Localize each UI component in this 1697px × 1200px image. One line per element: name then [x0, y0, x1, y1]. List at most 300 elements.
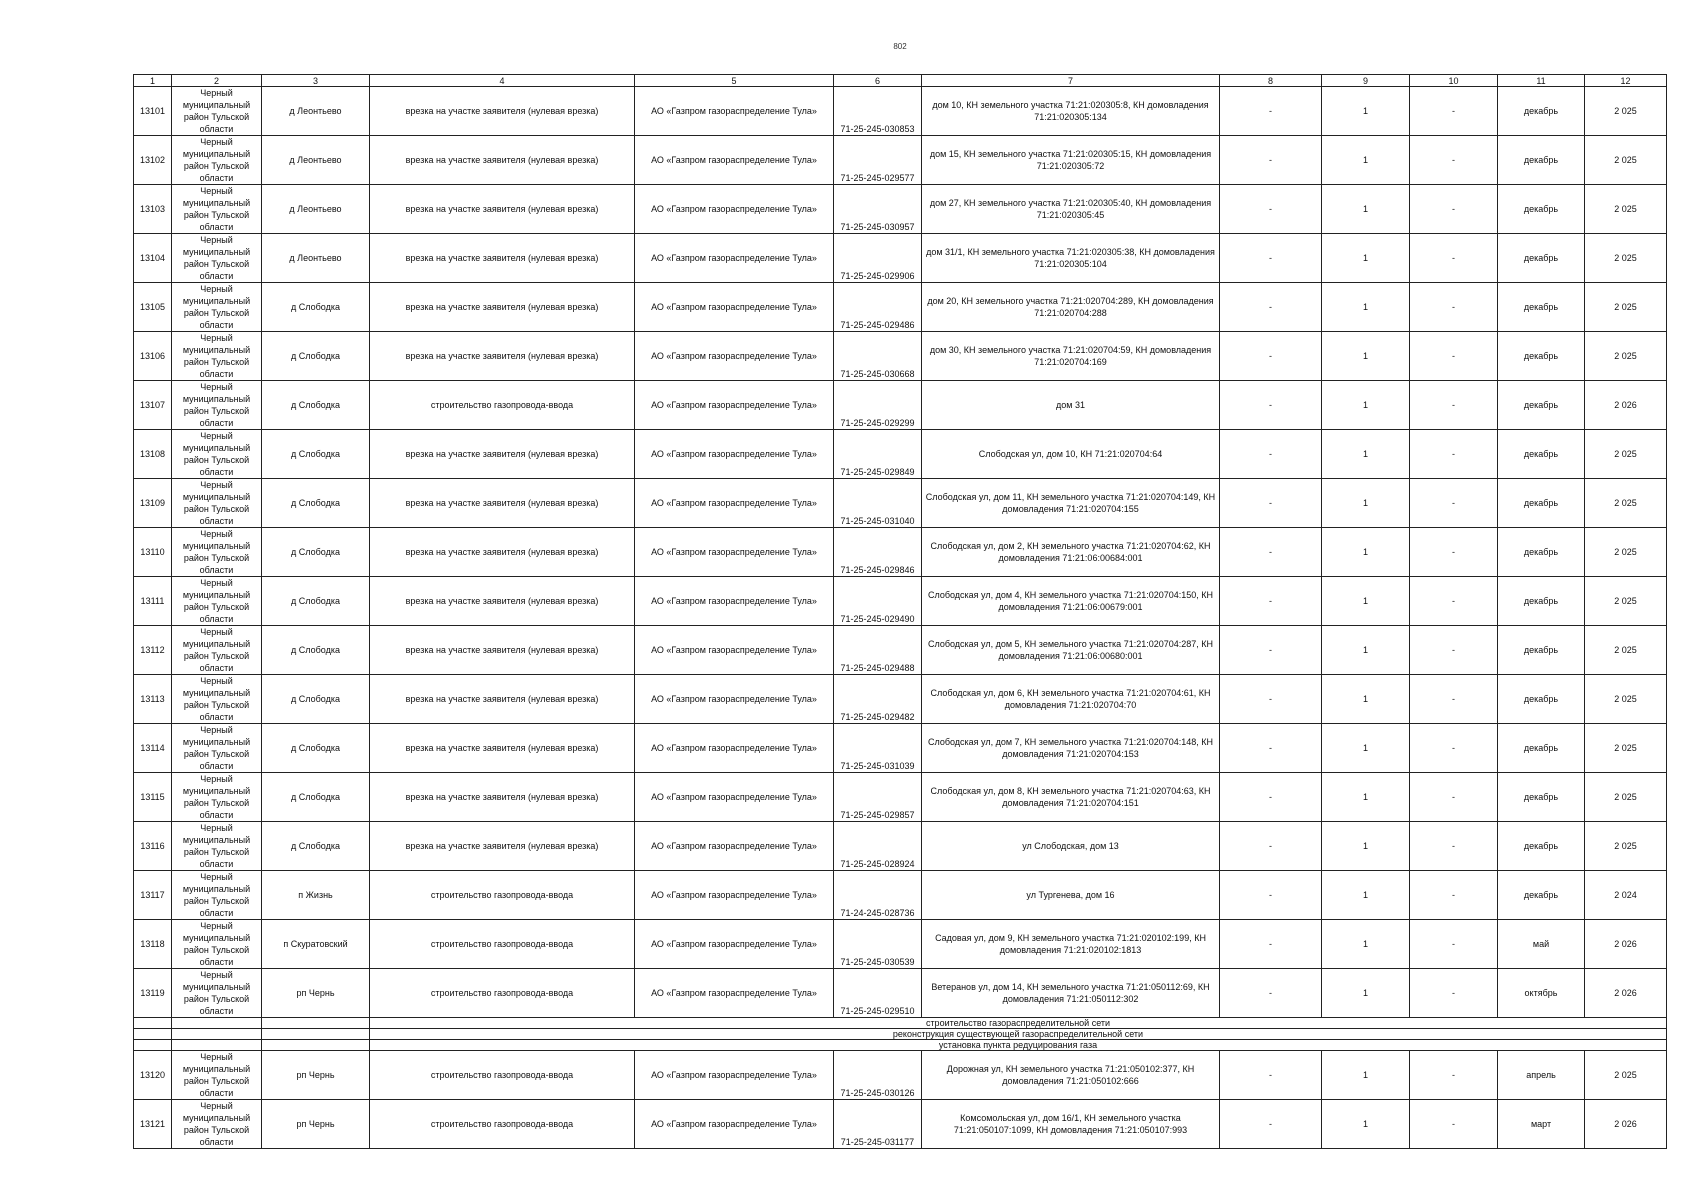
col10-cell: - — [1410, 773, 1498, 822]
work-type-cell: врезка на участке заявителя (нулевая врезка) — [370, 136, 635, 185]
month-cell: апрель — [1498, 1051, 1585, 1100]
year-cell: 2 025 — [1585, 185, 1667, 234]
row-number: 13109 — [134, 479, 172, 528]
count-cell: 1 — [1322, 773, 1410, 822]
code-cell: 71-25-245-029857 — [834, 773, 922, 822]
table-row — [134, 675, 1667, 724]
count-cell: 1 — [1322, 528, 1410, 577]
organization-cell: АО «Газпром газораспределение Тула» — [635, 430, 834, 479]
organization-cell: АО «Газпром газораспределение Тула» — [635, 234, 834, 283]
settlement-cell: рп Чернь — [262, 969, 370, 1018]
district-cell: Черный муниципальный район Тульской области — [172, 430, 262, 479]
organization-cell: АО «Газпром газораспределение Тула» — [635, 626, 834, 675]
object-address-cell: Слободская ул, дом 4, КН земельного участка 71:21:020704:150, КН домовладения 71:21:06:00679:001 — [922, 577, 1220, 626]
work-type-cell: врезка на участке заявителя (нулевая врезка) — [370, 773, 635, 822]
table-row — [134, 577, 1667, 626]
code-cell: 71-25-245-028924 — [834, 822, 922, 871]
year-cell: 2 025 — [1585, 822, 1667, 871]
settlement-cell: д Леонтьево — [262, 185, 370, 234]
col-header: 7 — [922, 75, 1220, 87]
code-cell: 71-24-245-028736 — [834, 871, 922, 920]
col-header: 1 — [134, 75, 172, 87]
col10-cell: - — [1410, 969, 1498, 1018]
count-cell: 1 — [1322, 136, 1410, 185]
work-type-cell: врезка на участке заявителя (нулевая врезка) — [370, 87, 635, 136]
object-address-cell: Слободская ул, дом 10, КН 71:21:020704:64 — [922, 430, 1220, 479]
column-number-row — [134, 75, 1667, 87]
row-number: 13112 — [134, 626, 172, 675]
count-cell: 1 — [1322, 626, 1410, 675]
col10-cell: - — [1410, 87, 1498, 136]
code-cell: 71-25-245-029486 — [834, 283, 922, 332]
empty-cell — [172, 1018, 262, 1029]
col10-cell: - — [1410, 381, 1498, 430]
object-address-cell: дом 31/1, КН земельного участка 71:21:020305:38, КН домовладения 71:21:020305:104 — [922, 234, 1220, 283]
month-cell: декабрь — [1498, 822, 1585, 871]
table-row — [134, 528, 1667, 577]
empty-cell — [262, 1018, 370, 1029]
empty-cell — [262, 1040, 370, 1051]
district-cell: Черный муниципальный район Тульской области — [172, 234, 262, 283]
year-cell: 2 025 — [1585, 675, 1667, 724]
object-address-cell: Садовая ул, дом 9, КН земельного участка 71:21:020102:199, КН домовладения 71:21:020102:1813 — [922, 920, 1220, 969]
year-cell: 2 025 — [1585, 479, 1667, 528]
section-row — [134, 1029, 1667, 1040]
row-number: 13111 — [134, 577, 172, 626]
empty-cell — [134, 1040, 172, 1051]
organization-cell: АО «Газпром газораспределение Тула» — [635, 528, 834, 577]
row-number: 13108 — [134, 430, 172, 479]
object-address-cell: Слободская ул, дом 6, КН земельного участка 71:21:020704:61, КН домовладения 71:21:020704:70 — [922, 675, 1220, 724]
settlement-cell: д Слободка — [262, 577, 370, 626]
work-type-cell: строительство газопровода-ввода — [370, 871, 635, 920]
row-number: 13110 — [134, 528, 172, 577]
object-address-cell: дом 30, КН земельного участка 71:21:020704:59, КН домовладения 71:21:020704:169 — [922, 332, 1220, 381]
register-table — [133, 74, 1667, 1149]
count-cell: 1 — [1322, 871, 1410, 920]
organization-cell: АО «Газпром газораспределение Тула» — [635, 283, 834, 332]
work-type-cell: врезка на участке заявителя (нулевая врезка) — [370, 724, 635, 773]
count-cell: 1 — [1322, 1100, 1410, 1149]
organization-cell: АО «Газпром газораспределение Тула» — [635, 136, 834, 185]
col8-cell: - — [1220, 969, 1322, 1018]
year-cell: 2 025 — [1585, 430, 1667, 479]
work-type-cell: врезка на участке заявителя (нулевая врезка) — [370, 675, 635, 724]
work-type-cell: строительство газопровода-ввода — [370, 1100, 635, 1149]
work-type-cell: врезка на участке заявителя (нулевая врезка) — [370, 283, 635, 332]
organization-cell: АО «Газпром газораспределение Тула» — [635, 1051, 834, 1100]
district-cell: Черный муниципальный район Тульской области — [172, 381, 262, 430]
month-cell: декабрь — [1498, 185, 1585, 234]
table-row — [134, 234, 1667, 283]
district-cell: Черный муниципальный район Тульской области — [172, 724, 262, 773]
col-header: 10 — [1410, 75, 1498, 87]
col10-cell: - — [1410, 430, 1498, 479]
count-cell: 1 — [1322, 479, 1410, 528]
district-cell: Черный муниципальный район Тульской области — [172, 871, 262, 920]
work-type-cell: врезка на участке заявителя (нулевая врезка) — [370, 185, 635, 234]
col10-cell: - — [1410, 626, 1498, 675]
organization-cell: АО «Газпром газораспределение Тула» — [635, 724, 834, 773]
settlement-cell: п Скуратовский — [262, 920, 370, 969]
code-cell: 71-25-245-029488 — [834, 626, 922, 675]
count-cell: 1 — [1322, 1051, 1410, 1100]
month-cell: октябрь — [1498, 969, 1585, 1018]
section-title: установка пункта редуцирования газа — [370, 1040, 1667, 1051]
district-cell: Черный муниципальный район Тульской области — [172, 87, 262, 136]
work-type-cell: строительство газопровода-ввода — [370, 969, 635, 1018]
object-address-cell: дом 10, КН земельного участка 71:21:020305:8, КН домовладения 71:21:020305:134 — [922, 87, 1220, 136]
district-cell: Черный муниципальный район Тульской области — [172, 822, 262, 871]
year-cell: 2 025 — [1585, 724, 1667, 773]
table-row — [134, 773, 1667, 822]
settlement-cell: д Слободка — [262, 332, 370, 381]
count-cell: 1 — [1322, 283, 1410, 332]
table-row — [134, 87, 1667, 136]
year-cell: 2 025 — [1585, 577, 1667, 626]
object-address-cell: ул Слободская, дом 13 — [922, 822, 1220, 871]
col-header: 9 — [1322, 75, 1410, 87]
object-address-cell: дом 27, КН земельного участка 71:21:020305:40, КН домовладения 71:21:020305:45 — [922, 185, 1220, 234]
settlement-cell: д Слободка — [262, 528, 370, 577]
settlement-cell: д Слободка — [262, 430, 370, 479]
work-type-cell: врезка на участке заявителя (нулевая врезка) — [370, 577, 635, 626]
count-cell: 1 — [1322, 332, 1410, 381]
section-title: строительство газораспределительной сети — [370, 1018, 1667, 1029]
month-cell: декабрь — [1498, 528, 1585, 577]
col8-cell: - — [1220, 577, 1322, 626]
month-cell: декабрь — [1498, 381, 1585, 430]
code-cell: 71-25-245-029846 — [834, 528, 922, 577]
code-cell: 71-25-245-030668 — [834, 332, 922, 381]
month-cell: декабрь — [1498, 332, 1585, 381]
code-cell: 71-25-245-030126 — [834, 1051, 922, 1100]
row-number: 13101 — [134, 87, 172, 136]
organization-cell: АО «Газпром газораспределение Тула» — [635, 185, 834, 234]
year-cell: 2 025 — [1585, 528, 1667, 577]
district-cell: Черный муниципальный район Тульской области — [172, 1051, 262, 1100]
work-type-cell: врезка на участке заявителя (нулевая врезка) — [370, 430, 635, 479]
count-cell: 1 — [1322, 87, 1410, 136]
code-cell: 71-25-245-030957 — [834, 185, 922, 234]
settlement-cell: д Слободка — [262, 479, 370, 528]
organization-cell: АО «Газпром газораспределение Тула» — [635, 675, 834, 724]
code-cell: 71-25-245-031177 — [834, 1100, 922, 1149]
year-cell: 2 026 — [1585, 1100, 1667, 1149]
row-number: 13102 — [134, 136, 172, 185]
year-cell: 2 026 — [1585, 920, 1667, 969]
col8-cell: - — [1220, 234, 1322, 283]
col8-cell: - — [1220, 822, 1322, 871]
year-cell: 2 025 — [1585, 136, 1667, 185]
object-address-cell: Дорожная ул, КН земельного участка 71:21:050102:377, КН домовладения 71:21:050102:666 — [922, 1051, 1220, 1100]
col-header: 2 — [172, 75, 262, 87]
month-cell: декабрь — [1498, 724, 1585, 773]
organization-cell: АО «Газпром газораспределение Тула» — [635, 87, 834, 136]
organization-cell: АО «Газпром газораспределение Тула» — [635, 479, 834, 528]
object-address-cell: Слободская ул, дом 7, КН земельного участка 71:21:020704:148, КН домовладения 71:21:020704:153 — [922, 724, 1220, 773]
row-number: 13119 — [134, 969, 172, 1018]
month-cell: декабрь — [1498, 626, 1585, 675]
table-row — [134, 430, 1667, 479]
col8-cell: - — [1220, 185, 1322, 234]
page-number: 802 — [893, 42, 907, 51]
month-cell: декабрь — [1498, 675, 1585, 724]
table-row — [134, 1100, 1667, 1149]
row-number: 13113 — [134, 675, 172, 724]
row-number: 13107 — [134, 381, 172, 430]
district-cell: Черный муниципальный район Тульской области — [172, 969, 262, 1018]
month-cell: декабрь — [1498, 430, 1585, 479]
col8-cell: - — [1220, 87, 1322, 136]
month-cell: декабрь — [1498, 479, 1585, 528]
district-cell: Черный муниципальный район Тульской области — [172, 332, 262, 381]
year-cell: 2 025 — [1585, 87, 1667, 136]
col10-cell: - — [1410, 675, 1498, 724]
col8-cell: - — [1220, 136, 1322, 185]
work-type-cell: строительство газопровода-ввода — [370, 1051, 635, 1100]
col10-cell: - — [1410, 332, 1498, 381]
code-cell: 71-25-245-029482 — [834, 675, 922, 724]
count-cell: 1 — [1322, 724, 1410, 773]
object-address-cell: дом 20, КН земельного участка 71:21:020704:289, КН домовладения 71:21:020704:288 — [922, 283, 1220, 332]
row-number: 13121 — [134, 1100, 172, 1149]
work-type-cell: врезка на участке заявителя (нулевая врезка) — [370, 332, 635, 381]
settlement-cell: д Слободка — [262, 626, 370, 675]
district-cell: Черный муниципальный район Тульской области — [172, 675, 262, 724]
col-header: 3 — [262, 75, 370, 87]
settlement-cell: д Леонтьево — [262, 136, 370, 185]
district-cell: Черный муниципальный район Тульской области — [172, 528, 262, 577]
col10-cell: - — [1410, 920, 1498, 969]
code-cell: 71-25-245-029577 — [834, 136, 922, 185]
col8-cell: - — [1220, 430, 1322, 479]
col10-cell: - — [1410, 1051, 1498, 1100]
row-number: 13115 — [134, 773, 172, 822]
row-number: 13117 — [134, 871, 172, 920]
object-address-cell: Слободская ул, дом 11, КН земельного участка 71:21:020704:149, КН домовладения 71:21:020704:155 — [922, 479, 1220, 528]
year-cell: 2 026 — [1585, 381, 1667, 430]
row-number: 13114 — [134, 724, 172, 773]
year-cell: 2 025 — [1585, 283, 1667, 332]
object-address-cell: Слободская ул, дом 8, КН земельного участка 71:21:020704:63, КН домовладения 71:21:020704:151 — [922, 773, 1220, 822]
row-number: 13104 — [134, 234, 172, 283]
col8-cell: - — [1220, 1051, 1322, 1100]
district-cell: Черный муниципальный район Тульской области — [172, 283, 262, 332]
work-type-cell: врезка на участке заявителя (нулевая врезка) — [370, 626, 635, 675]
col-header: 5 — [635, 75, 834, 87]
year-cell: 2 024 — [1585, 871, 1667, 920]
work-type-cell: строительство газопровода-ввода — [370, 381, 635, 430]
col10-cell: - — [1410, 871, 1498, 920]
year-cell: 2 025 — [1585, 332, 1667, 381]
count-cell: 1 — [1322, 675, 1410, 724]
month-cell: декабрь — [1498, 87, 1585, 136]
settlement-cell: д Слободка — [262, 283, 370, 332]
district-cell: Черный муниципальный район Тульской области — [172, 185, 262, 234]
settlement-cell: д Леонтьево — [262, 234, 370, 283]
section-row — [134, 1018, 1667, 1029]
col10-cell: - — [1410, 185, 1498, 234]
district-cell: Черный муниципальный район Тульской области — [172, 920, 262, 969]
col10-cell: - — [1410, 136, 1498, 185]
section-rows — [134, 1018, 1667, 1051]
year-cell: 2 025 — [1585, 234, 1667, 283]
code-cell: 71-25-245-029299 — [834, 381, 922, 430]
table-row — [134, 283, 1667, 332]
table-row — [134, 724, 1667, 773]
month-cell: декабрь — [1498, 234, 1585, 283]
object-address-cell: Ветеранов ул, дом 14, КН земельного участка 71:21:050112:69, КН домовладения 71:21:050112:302 — [922, 969, 1220, 1018]
count-cell: 1 — [1322, 969, 1410, 1018]
row-number: 13106 — [134, 332, 172, 381]
object-address-cell: дом 15, КН земельного участка 71:21:020305:15, КН домовладения 71:21:020305:72 — [922, 136, 1220, 185]
col8-cell: - — [1220, 283, 1322, 332]
col-header: 8 — [1220, 75, 1322, 87]
col8-cell: - — [1220, 479, 1322, 528]
table-row — [134, 626, 1667, 675]
col8-cell: - — [1220, 675, 1322, 724]
settlement-cell: д Слободка — [262, 724, 370, 773]
year-cell: 2 025 — [1585, 773, 1667, 822]
object-address-cell: дом 31 — [922, 381, 1220, 430]
district-cell: Черный муниципальный район Тульской области — [172, 136, 262, 185]
col10-cell: - — [1410, 577, 1498, 626]
work-type-cell: строительство газопровода-ввода — [370, 920, 635, 969]
organization-cell: АО «Газпром газораспределение Тула» — [635, 577, 834, 626]
section-title: реконструкция существующей газораспределительной сети — [370, 1029, 1667, 1040]
col10-cell: - — [1410, 822, 1498, 871]
col8-cell: - — [1220, 381, 1322, 430]
table-row — [134, 969, 1667, 1018]
col10-cell: - — [1410, 528, 1498, 577]
object-address-cell: Комсомольская ул, дом 16/1, КН земельного участка 71:21:050107:1099, КН домовладения 71:21:050107:993 — [922, 1100, 1220, 1149]
col10-cell: - — [1410, 479, 1498, 528]
row-number: 13116 — [134, 822, 172, 871]
empty-cell — [172, 1040, 262, 1051]
col10-cell: - — [1410, 283, 1498, 332]
month-cell: май — [1498, 920, 1585, 969]
organization-cell: АО «Газпром газораспределение Тула» — [635, 822, 834, 871]
settlement-cell: п Жизнь — [262, 871, 370, 920]
month-cell: декабрь — [1498, 577, 1585, 626]
object-address-cell: Слободская ул, дом 2, КН земельного участка 71:21:020704:62, КН домовладения 71:21:06:00684:001 — [922, 528, 1220, 577]
table-row — [134, 136, 1667, 185]
organization-cell: АО «Газпром газораспределение Тула» — [635, 773, 834, 822]
table-row — [134, 822, 1667, 871]
code-cell: 71-25-245-030539 — [834, 920, 922, 969]
settlement-cell: д Леонтьево — [262, 87, 370, 136]
table-row — [134, 381, 1667, 430]
settlement-cell: д Слободка — [262, 675, 370, 724]
count-cell: 1 — [1322, 822, 1410, 871]
settlement-cell: рп Чернь — [262, 1051, 370, 1100]
count-cell: 1 — [1322, 234, 1410, 283]
organization-cell: АО «Газпром газораспределение Тула» — [635, 969, 834, 1018]
organization-cell: АО «Газпром газораспределение Тула» — [635, 1100, 834, 1149]
empty-cell — [262, 1029, 370, 1040]
organization-cell: АО «Газпром газораспределение Тула» — [635, 332, 834, 381]
row-number: 13118 — [134, 920, 172, 969]
col10-cell: - — [1410, 724, 1498, 773]
col8-cell: - — [1220, 871, 1322, 920]
count-cell: 1 — [1322, 430, 1410, 479]
row-number: 13105 — [134, 283, 172, 332]
row-number: 13120 — [134, 1051, 172, 1100]
code-cell: 71-25-245-031039 — [834, 724, 922, 773]
code-cell: 71-25-245-029510 — [834, 969, 922, 1018]
count-cell: 1 — [1322, 577, 1410, 626]
code-cell: 71-25-245-031040 — [834, 479, 922, 528]
organization-cell: АО «Газпром газораспределение Тула» — [635, 381, 834, 430]
object-address-cell: ул Тургенева, дом 16 — [922, 871, 1220, 920]
year-cell: 2 025 — [1585, 1051, 1667, 1100]
organization-cell: АО «Газпром газораспределение Тула» — [635, 871, 834, 920]
month-cell: декабрь — [1498, 773, 1585, 822]
settlement-cell: рп Чернь — [262, 1100, 370, 1149]
table-row — [134, 332, 1667, 381]
settlement-cell: д Слободка — [262, 773, 370, 822]
col8-cell: - — [1220, 773, 1322, 822]
col-header: 11 — [1498, 75, 1585, 87]
code-cell: 71-25-245-030853 — [834, 87, 922, 136]
table-row — [134, 871, 1667, 920]
district-cell: Черный муниципальный район Тульской области — [172, 626, 262, 675]
count-cell: 1 — [1322, 185, 1410, 234]
table-row — [134, 1051, 1667, 1100]
month-cell: декабрь — [1498, 871, 1585, 920]
col10-cell: - — [1410, 234, 1498, 283]
empty-cell — [134, 1029, 172, 1040]
year-cell: 2 025 — [1585, 626, 1667, 675]
col-header: 12 — [1585, 75, 1667, 87]
district-cell: Черный муниципальный район Тульской области — [172, 1100, 262, 1149]
code-cell: 71-25-245-029906 — [834, 234, 922, 283]
object-address-cell: Слободская ул, дом 5, КН земельного участка 71:21:020704:287, КН домовладения 71:21:06:00680:001 — [922, 626, 1220, 675]
col10-cell: - — [1410, 1100, 1498, 1149]
table-body-a — [134, 87, 1667, 1018]
month-cell: декабрь — [1498, 136, 1585, 185]
table-row — [134, 920, 1667, 969]
row-number: 13103 — [134, 185, 172, 234]
col8-cell: - — [1220, 332, 1322, 381]
settlement-cell: д Слободка — [262, 822, 370, 871]
empty-cell — [134, 1018, 172, 1029]
table-body-b — [134, 1051, 1667, 1149]
section-row — [134, 1040, 1667, 1051]
col8-cell: - — [1220, 528, 1322, 577]
month-cell: декабрь — [1498, 283, 1585, 332]
empty-cell — [172, 1029, 262, 1040]
month-cell: март — [1498, 1100, 1585, 1149]
col8-cell: - — [1220, 724, 1322, 773]
col8-cell: - — [1220, 920, 1322, 969]
district-cell: Черный муниципальный район Тульской области — [172, 479, 262, 528]
col-header: 4 — [370, 75, 635, 87]
district-cell: Черный муниципальный район Тульской области — [172, 577, 262, 626]
col-header: 6 — [834, 75, 922, 87]
col8-cell: - — [1220, 1100, 1322, 1149]
table-row — [134, 479, 1667, 528]
district-cell: Черный муниципальный район Тульской области — [172, 773, 262, 822]
work-type-cell: врезка на участке заявителя (нулевая врезка) — [370, 234, 635, 283]
organization-cell: АО «Газпром газораспределение Тула» — [635, 920, 834, 969]
table-row — [134, 185, 1667, 234]
col8-cell: - — [1220, 626, 1322, 675]
count-cell: 1 — [1322, 920, 1410, 969]
year-cell: 2 026 — [1585, 969, 1667, 1018]
code-cell: 71-25-245-029849 — [834, 430, 922, 479]
